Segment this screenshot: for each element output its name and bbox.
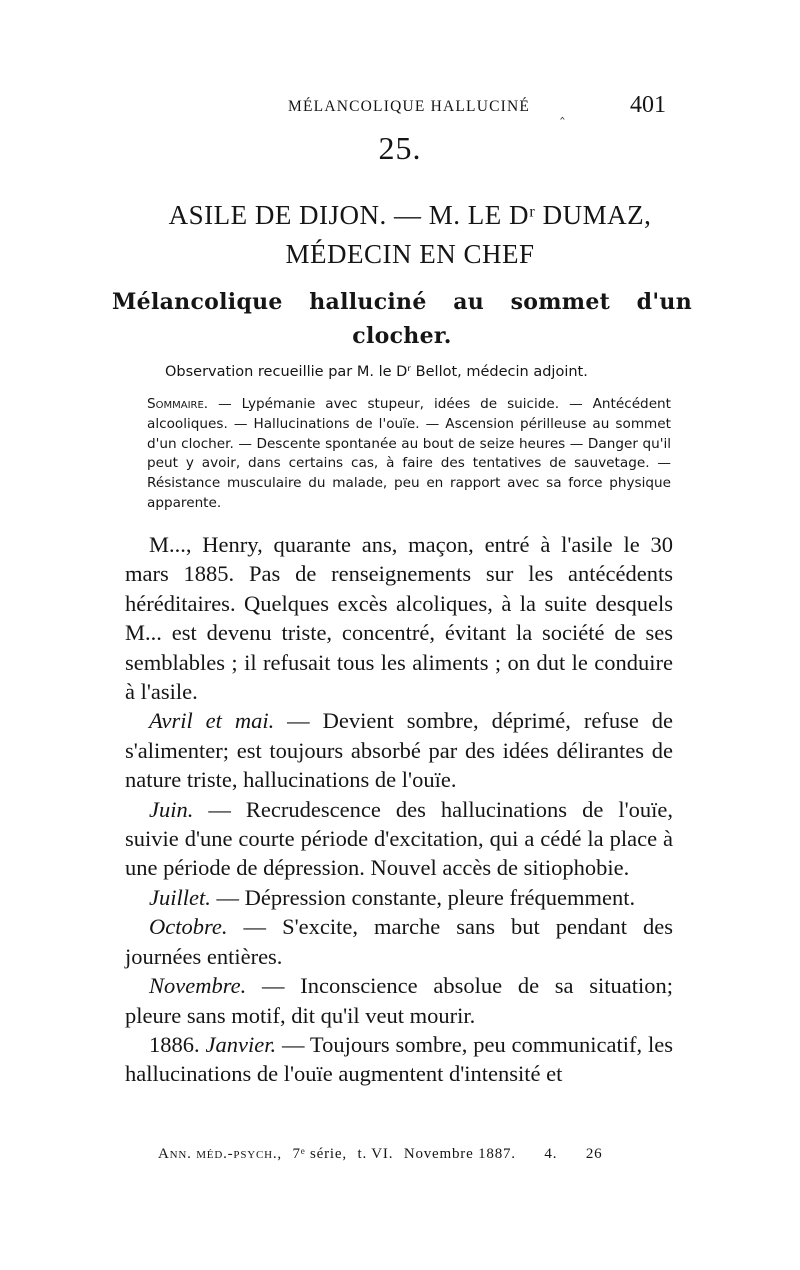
paragraph-text: M..., Henry, quarante ans, maçon, entré à l'asile le 30 mars 1885. Pas de renseignements sur les antécédents héréditaires. Quelques excès alcoliques, à la suite desquels M... est devenu triste, concentré, évitant la société de ses semblables ; il refusait tous les aliments ; on dut le conduire à l'asile. [125, 532, 673, 705]
observation-credit: Observation recueillie par M. le Dʳ Bellot, médecin adjoint. [165, 364, 588, 380]
running-title: MÉLANCOLIQUE HALLUCINÉ [288, 98, 531, 115]
paragraph [125, 530, 673, 706]
summary-text: — Lypémanie avec stupeur, idées de suicide. — Antécédent alcooliques. — Hallucinations de l'ouïe. — Ascension périlleuse au sommet d'un clocher. — Descente spontanée au bout de seize heures — Danger qu'il peut y avoir, dans certains cas, à faire des tentatives de sauvetage. — Résistance musculaire du malade, peu en rapport avec sa force physique apparente. [147, 396, 671, 511]
body-text [125, 530, 673, 1089]
paragraph-text: — Devient sombre, déprimé, refuse de s'alimenter; est toujours absorbé par des idées délirantes de nature triste, hallucinations de l'ouïe. [125, 708, 673, 793]
paragraph [125, 971, 673, 1030]
asylum-line-1: ASILE DE DIJON. — M. LE Dʳ DUMAZ, [168, 200, 652, 230]
footer-series: 7ᵉ série, [292, 1146, 347, 1162]
paragraph-lead: Janvier. [205, 1031, 277, 1057]
paragraph-text: — Inconscience absolue de sa situation; pleure sans motif, dit qu'il veut mourir. [125, 973, 673, 1028]
paragraph [125, 1030, 673, 1089]
paragraph-lead: Novembre. [149, 973, 247, 999]
footer-sheet: 4. [544, 1146, 558, 1162]
paragraph-text: — Dépression constante, pleure fréquemment. [210, 884, 636, 910]
paragraph-lead: Avril et mai. [149, 708, 275, 734]
summary-block [147, 395, 671, 514]
print-speck: ‸ [560, 105, 565, 120]
footer-volume: t. VI. [357, 1146, 394, 1162]
paragraph [125, 883, 673, 912]
paragraph-text: — Recrudescence des hallucinations de l'ouïe, suivie d'une courte période d'excitation, qui a cédé la place à une période de dépression. Nouvel accès de sitiophobie. [125, 796, 673, 881]
page-footer [158, 1146, 658, 1163]
paragraph [125, 706, 673, 794]
asylum-line-2: MÉDECIN EN CHEF [285, 239, 535, 269]
case-title-line-1: Mélancolique halluciné au sommet d'un [112, 289, 692, 315]
paragraph [125, 795, 673, 883]
summary-label: Sommaire. [147, 396, 209, 412]
running-header [0, 94, 800, 124]
paragraph [125, 912, 673, 971]
case-number: 25. [378, 130, 422, 166]
paragraph-lead: Juin. [149, 796, 194, 822]
paragraph-text: — S'excite, marche sans but pendant des journées entières. [125, 914, 673, 969]
paragraph-lead: Octobre. [149, 914, 228, 940]
paragraph-prefix: 1886. [149, 1031, 206, 1057]
case-title [112, 285, 692, 353]
paragraph-lead: Juillet. [149, 884, 211, 910]
footer-signature: 26 [585, 1146, 603, 1162]
page-number: 401 [630, 92, 666, 118]
case-title-line-2: clocher. [352, 323, 452, 349]
footer-journal: Ann. méd.-psych., [158, 1146, 282, 1162]
paragraph-text: — Toujours sombre, peu communicatif, les hallucinations de l'ouïe augmentent d'intensité et [125, 1031, 673, 1087]
footer-date: Novembre 1887. [403, 1146, 516, 1162]
asylum-heading [110, 196, 710, 274]
